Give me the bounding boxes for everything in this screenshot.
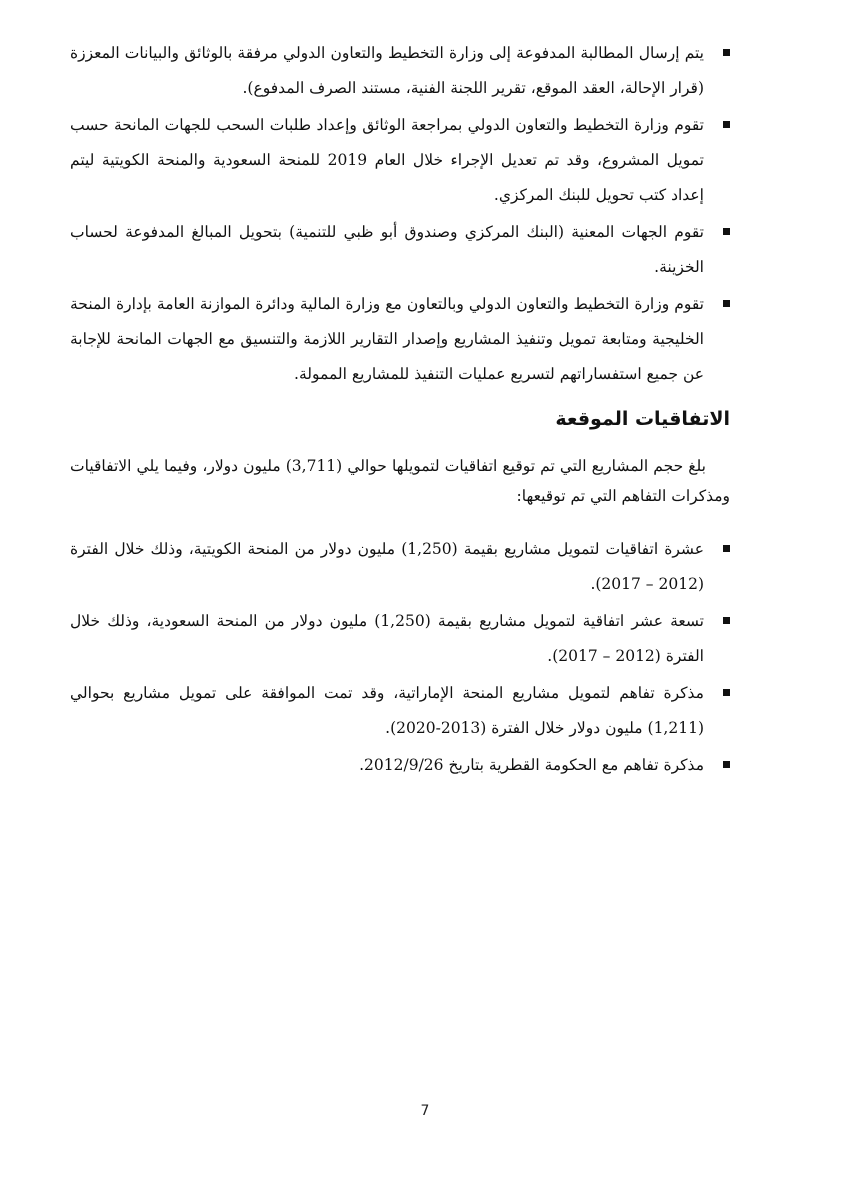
list-item — [70, 748, 730, 783]
list-item-text: تسعة عشر اتفاقية لتمويل مشاريع بقيمة (1,250) مليون دولار من المنحة السعودية، وذلك خلال الفترة (2012 – 2017). — [70, 612, 704, 665]
list-item — [70, 532, 730, 602]
agreements-bullet-list — [70, 532, 730, 783]
list-item — [70, 215, 730, 285]
square-bullet-icon — [723, 761, 730, 768]
list-item — [70, 36, 730, 106]
list-item-text: مذكرة تفاهم لتمويل مشاريع المنحة الإماراتية، وقد تمت الموافقة على تمويل مشاريع بحوالي (1,211) مليون دولار خلال الفترة (2013-2020). — [70, 684, 704, 737]
procedure-bullet-list — [70, 36, 730, 392]
page-number: 7 — [420, 1103, 430, 1119]
list-item-text: يتم إرسال المطالبة المدفوعة إلى وزارة التخطيط والتعاون الدولي مرفقة بالوثائق والبيانات المعززة (قرار الإحالة، العقد الموقع، تقرير اللجنة الفنية، مستند الصرف المدفوع). — [70, 44, 704, 97]
square-bullet-icon — [723, 545, 730, 552]
list-item-text: مذكرة تفاهم مع الحكومة القطرية بتاريخ 2012/9/26. — [359, 756, 704, 774]
square-bullet-icon — [723, 689, 730, 696]
procedure-section — [70, 36, 730, 394]
square-bullet-icon — [723, 121, 730, 128]
list-item-text: تقوم الجهات المعنية (البنك المركزي وصندوق أبو ظبي للتنمية) بتحويل المبالغ المدفوعة لحساب الخزينة. — [70, 223, 704, 276]
list-item — [70, 676, 730, 746]
list-item — [70, 604, 730, 674]
square-bullet-icon — [723, 300, 730, 307]
list-item-text: عشرة اتفاقيات لتمويل مشاريع بقيمة (1,250) مليون دولار من المنحة الكويتية، وذلك خلال الفترة (2012 – 2017). — [70, 540, 704, 593]
list-item-text: تقوم وزارة التخطيط والتعاون الدولي بمراجعة الوثائق وإعداد طلبات السحب للجهات المانحة حسب تمويل المشروع، وقد تم تعديل الإجراء خلال العام 2019 للمنحة السعودية والمنحة الكويتية ليتم إعداد كتب تحويل للبنك المركزي. — [70, 116, 704, 204]
square-bullet-icon — [723, 228, 730, 235]
square-bullet-icon — [723, 617, 730, 624]
section-heading: الاتفاقيات الموقعة — [555, 408, 730, 430]
intro-paragraph: بلغ حجم المشاريع التي تم توقيع اتفاقيات لتمويلها حوالي (3,711) مليون دولار، وفيما يلي الاتفاقيات ومذكرات التفاهم التي تم توقيعها: — [70, 457, 730, 505]
list-item-text: تقوم وزارة التخطيط والتعاون الدولي وبالتعاون مع وزارة المالية ودائرة الموازنة العامة بإدارة المنحة الخليجية ومتابعة تمويل وتنفيذ المشاريع وإصدار التقارير اللازمة والتنسيق مع الجهات المانحة للإجابة عن جميع استفساراتهم لتسريع عمليات التنفيذ للمشاريع الممولة. — [70, 295, 704, 383]
list-item — [70, 287, 730, 392]
agreements-section — [70, 532, 730, 785]
square-bullet-icon — [723, 49, 730, 56]
list-item — [70, 108, 730, 213]
